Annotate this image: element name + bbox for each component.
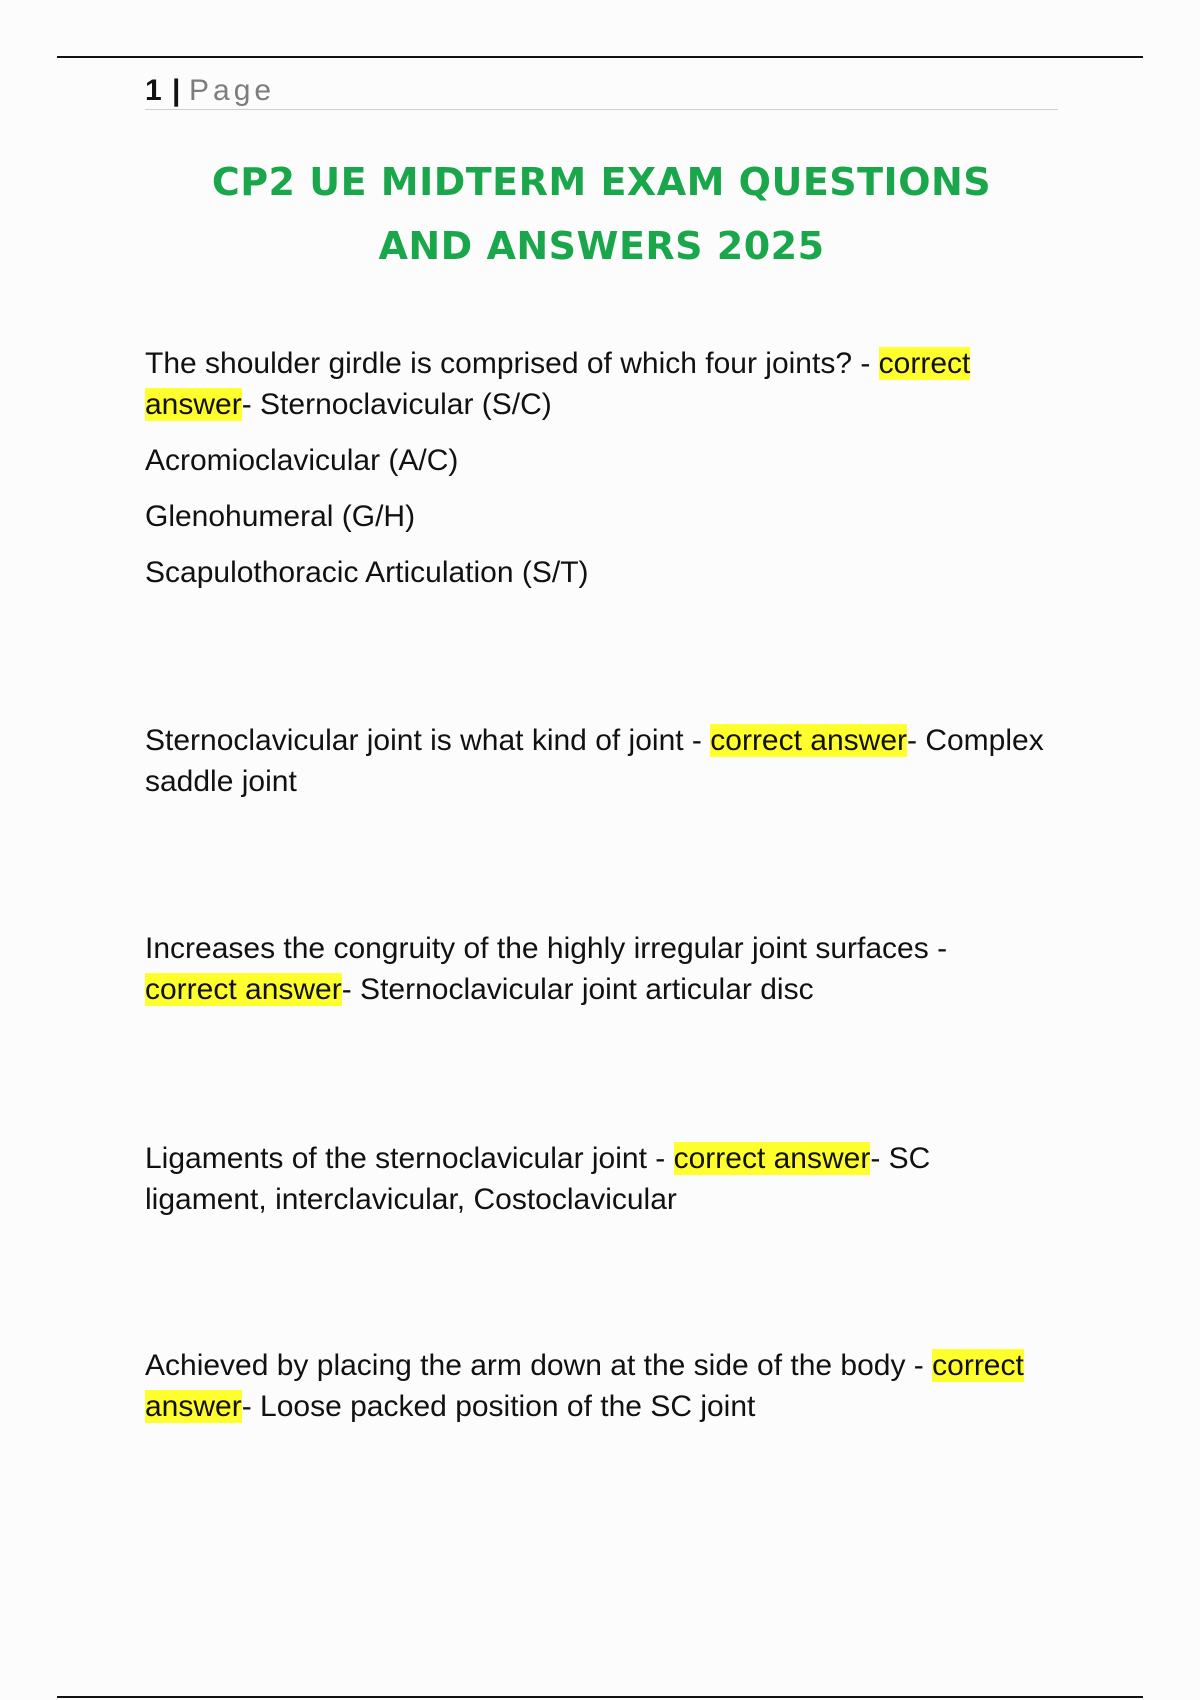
question-5 [145, 1345, 1045, 1427]
page-header [145, 70, 1058, 110]
question-3 [145, 928, 1045, 1010]
answer-text: - Loose packed position of the SC joint [241, 1390, 756, 1423]
question-4-text [145, 1138, 1045, 1220]
question-prompt: Sternoclavicular joint is what kind of joint - [145, 724, 711, 757]
answer-text: - SC ligament, interclavicular, Costoclavicular [145, 1142, 931, 1216]
answer-text: - Sternoclavicular (S/C) [241, 388, 552, 421]
correct-answer-highlight: correct answer [145, 347, 971, 421]
bottom-rule [57, 1696, 1143, 1698]
correct-answer-highlight: correct answer [145, 973, 342, 1006]
title-line-2: AND ANSWERS 2025 [378, 224, 825, 268]
title-line-1: CP2 UE MIDTERM EXAM QUESTIONS [211, 160, 992, 204]
answer-line: Scapulothoracic Articulation (S/T) [145, 556, 589, 589]
page-label: Page [189, 74, 276, 107]
top-rule [57, 56, 1143, 58]
correct-answer-highlight: correct answer [673, 1142, 871, 1175]
question-prompt: Ligaments of the sternoclavicular joint - [145, 1142, 674, 1175]
page-separator: | [172, 74, 181, 107]
page-number: 1 [145, 74, 162, 107]
document-title [145, 150, 1058, 278]
question-5-text [145, 1345, 1045, 1427]
question-1 [145, 343, 1045, 593]
answer-text: - Sternoclavicular joint articular disc [341, 973, 814, 1006]
question-2-text [145, 720, 1045, 802]
answer-line: Acromioclavicular (A/C) [145, 444, 459, 477]
question-2 [145, 720, 1045, 802]
question-prompt: The shoulder girdle is comprised of which four joints? - [145, 347, 879, 380]
question-4 [145, 1138, 1045, 1220]
question-3-text [145, 928, 1045, 1010]
question-prompt: Achieved by placing the arm down at the side of the body - [145, 1349, 933, 1382]
question-1-text [145, 343, 1045, 425]
answer-line: Glenohumeral (G/H) [145, 500, 416, 533]
correct-answer-highlight: correct answer [710, 724, 907, 757]
correct-answer-highlight: correct answer [145, 1349, 1024, 1423]
answer-text: - Complex saddle joint [145, 724, 1044, 798]
question-prompt: Increases the congruity of the highly irregular joint surfaces - [145, 932, 948, 965]
